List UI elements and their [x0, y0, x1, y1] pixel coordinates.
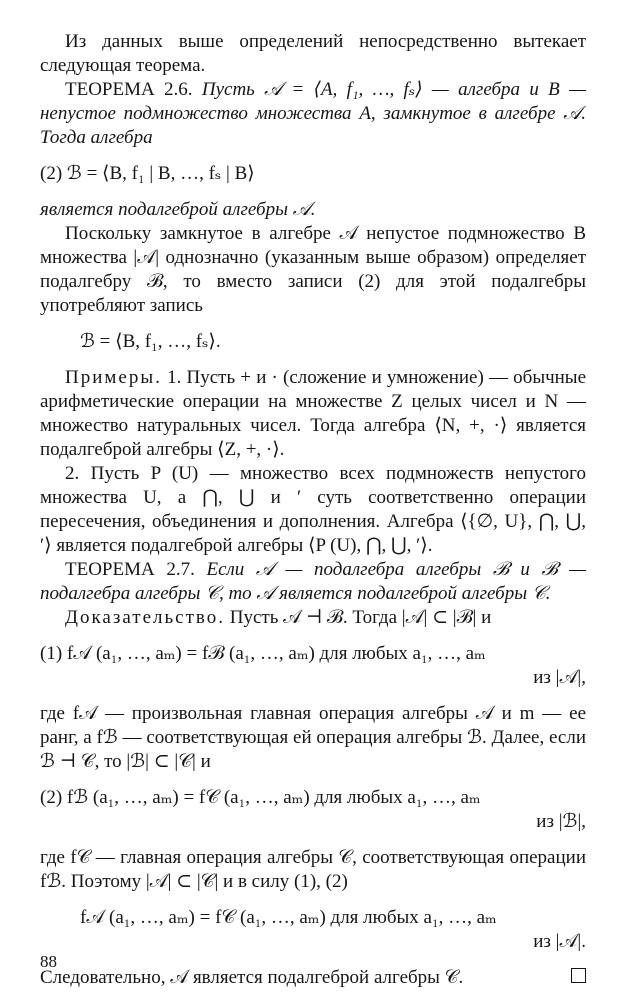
equation-3-left: f𝒜 (a₁, …, aₘ) = f𝒞 (a₁, …, aₘ) для любых a₁, …, aₘ — [80, 907, 497, 928]
conclusion-line — [40, 966, 586, 990]
formula-2-subalgebra: (2) ℬ = ⟨B, f₁ | B, …, fₛ | B⟩ — [40, 163, 255, 184]
page-number: 88 — [40, 952, 57, 971]
example-1 — [40, 366, 586, 462]
theorem-2-7-text: Если 𝒜 — подалгебра алгебры ℬ и ℬ — подалгебра алгебры 𝒞, то 𝒜 является подалгеброй алгебры 𝒞. — [40, 559, 586, 604]
proof-start — [40, 606, 586, 630]
equation-3-right: из |𝒜|. — [533, 931, 586, 952]
example-2: 2. Пусть P (U) — множество всех подмножеств непустого множества U, а ⋂, ⋃ и ′ суть соответственно операции пересечения, объединения и дополнения. Алгебра ⟨{∅, U}, ⋂, ⋃, ′⟩ является подалгеброй алгебры ⟨P (U), ⋂, ⋃, ′⟩. — [40, 463, 586, 556]
equation-2-left: (2) fℬ (a₁, …, aₘ) = f𝒞 (a₁, …, aₘ) для любых a₁, …, aₘ — [40, 787, 481, 808]
example-1-text: 1. Пусть + и · (сложение и умножение) — обычные арифметические операции на множестве Z целых чисел и N — множество натуральных чисел. Тогда алгебра ⟨N, +, ·⟩ является подалгеброй алгебры ⟨Z, +, ·⟩. — [40, 367, 587, 460]
theorem-2-6-text: Пусть 𝒜 = ⟨A, f₁, …, fₛ⟩ — алгебра и B — непустое подмножество множества A, замкнутое в алгебре 𝒜. Тогда алгебра — [40, 79, 586, 148]
theorem-2-6-label: ТЕОРЕМА 2.6. — [65, 79, 193, 100]
equation-1-left: (1) f𝒜 (a₁, …, aₘ) = fℬ (a₁, …, aₘ) для любых a₁, …, aₘ — [40, 643, 486, 664]
theorem-2-6-conclusion: является подалгеброй алгебры 𝒜. — [40, 199, 316, 220]
examples-label: Примеры. — [65, 367, 162, 388]
equation-1-right: из |𝒜|, — [533, 667, 586, 688]
book-page — [40, 30, 586, 990]
intro-paragraph: Из данных выше определений непосредственно вытекает следующая теорема. — [40, 31, 586, 76]
equation-1 — [40, 642, 586, 690]
equation-3 — [40, 906, 586, 954]
equation-2-right: из |ℬ|, — [536, 811, 586, 832]
theorem-2-7-label: ТЕОРЕМА 2.7. — [65, 559, 195, 580]
equation-2 — [40, 786, 586, 834]
after-equation-2: где f𝒞 — главная операция алгебры 𝒞, соответствующая операции fℬ. Поэтому |𝒜| ⊂ |𝒞| и в силу (1), (2) — [40, 847, 586, 892]
closed-subset-paragraph: Поскольку замкнутое в алгебре 𝒜 непустое подмножество B множества |𝒜| однозначно (указанным выше образом) определяет подалгебру ℬ, то вместо записи (2) для этой подалгебры употребляют запись — [40, 223, 586, 316]
proof-label: Доказательство. — [65, 607, 225, 628]
theorem-2-6 — [40, 78, 586, 150]
after-equation-1: где f𝒜 — произвольная главная операция алгебры 𝒜 и m — ее ранг, а fℬ — соответствующая ей операция алгебры ℬ. Далее, если ℬ ⊣ 𝒞, то |ℬ| ⊂ |𝒞| и — [40, 703, 586, 772]
theorem-2-7 — [40, 558, 586, 606]
conclusion-text: Следовательно, 𝒜 является подалгеброй алгебры 𝒞. — [40, 967, 464, 988]
proof-start-text: Пусть 𝒜 ⊣ ℬ. Тогда |𝒜| ⊂ |ℬ| и — [229, 607, 492, 628]
formula-short-notation: ℬ = ⟨B, f₁, …, fₛ⟩. — [80, 331, 221, 352]
qed-square-icon — [571, 968, 586, 983]
